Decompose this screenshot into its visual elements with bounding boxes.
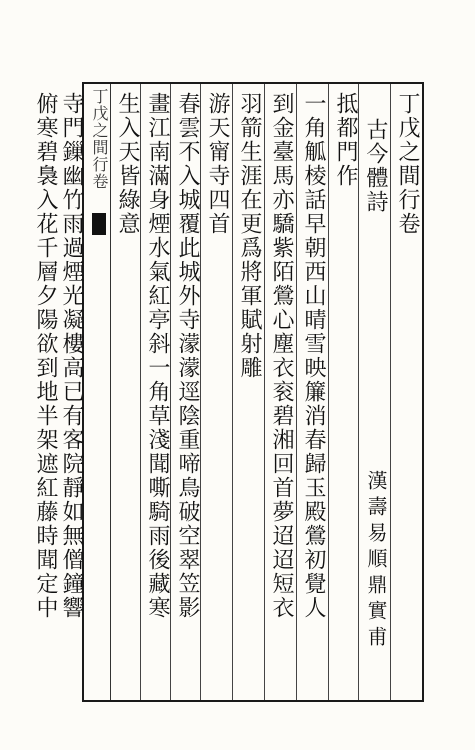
section-heading: 古今體詩 — [363, 118, 388, 214]
column-rule — [264, 84, 265, 700]
book-title: 丁戊之間行卷 — [395, 92, 420, 236]
column-rule — [390, 84, 391, 700]
poem-line: 寺門鏁幽竹雨過煙光凝樓高已有客院靜如無僧鐘響 — [59, 92, 84, 620]
fore-edge-label: 丁戊之間行卷 — [90, 88, 109, 190]
poem-line: 一角觚棱話早朝西山晴雪映簾消春歸玉殿鶯初覺人 — [301, 92, 326, 620]
column-rule — [200, 84, 201, 700]
poem-line: 俯寒碧裊入花千層夕陽欲到地半架遮紅藤時聞定中 — [33, 92, 58, 620]
column-rule — [232, 84, 233, 700]
column-rule — [296, 84, 297, 700]
poem-line: 到金臺馬亦驕紫陌鶯心塵衣衮碧湘回首夢迢迢短衣 — [269, 92, 294, 620]
column-rule — [140, 84, 141, 700]
poem-title: 抵都門作 — [333, 92, 358, 188]
poem-line: 羽箭生涯在更爲將軍賦射雕 — [237, 92, 262, 380]
poem-line: 生入天皆綠意 — [115, 92, 140, 236]
column-rule — [170, 84, 171, 700]
author-line: 漢壽易順鼎實甫 — [364, 470, 388, 652]
column-rule — [328, 84, 329, 700]
poem-line: 畫江南滿身煙水氣紅亭斜一角草淺聞嘶騎雨後藏寒 — [145, 92, 170, 620]
poem-line: 春雲不入城覆此城外寺濛濛逕陰重啼鳥破空翠笠影 — [175, 92, 200, 620]
poem-title: 游天甯寺四首 — [205, 92, 230, 236]
fore-edge-fishtail-mark — [92, 213, 106, 235]
column-rule — [358, 84, 359, 700]
